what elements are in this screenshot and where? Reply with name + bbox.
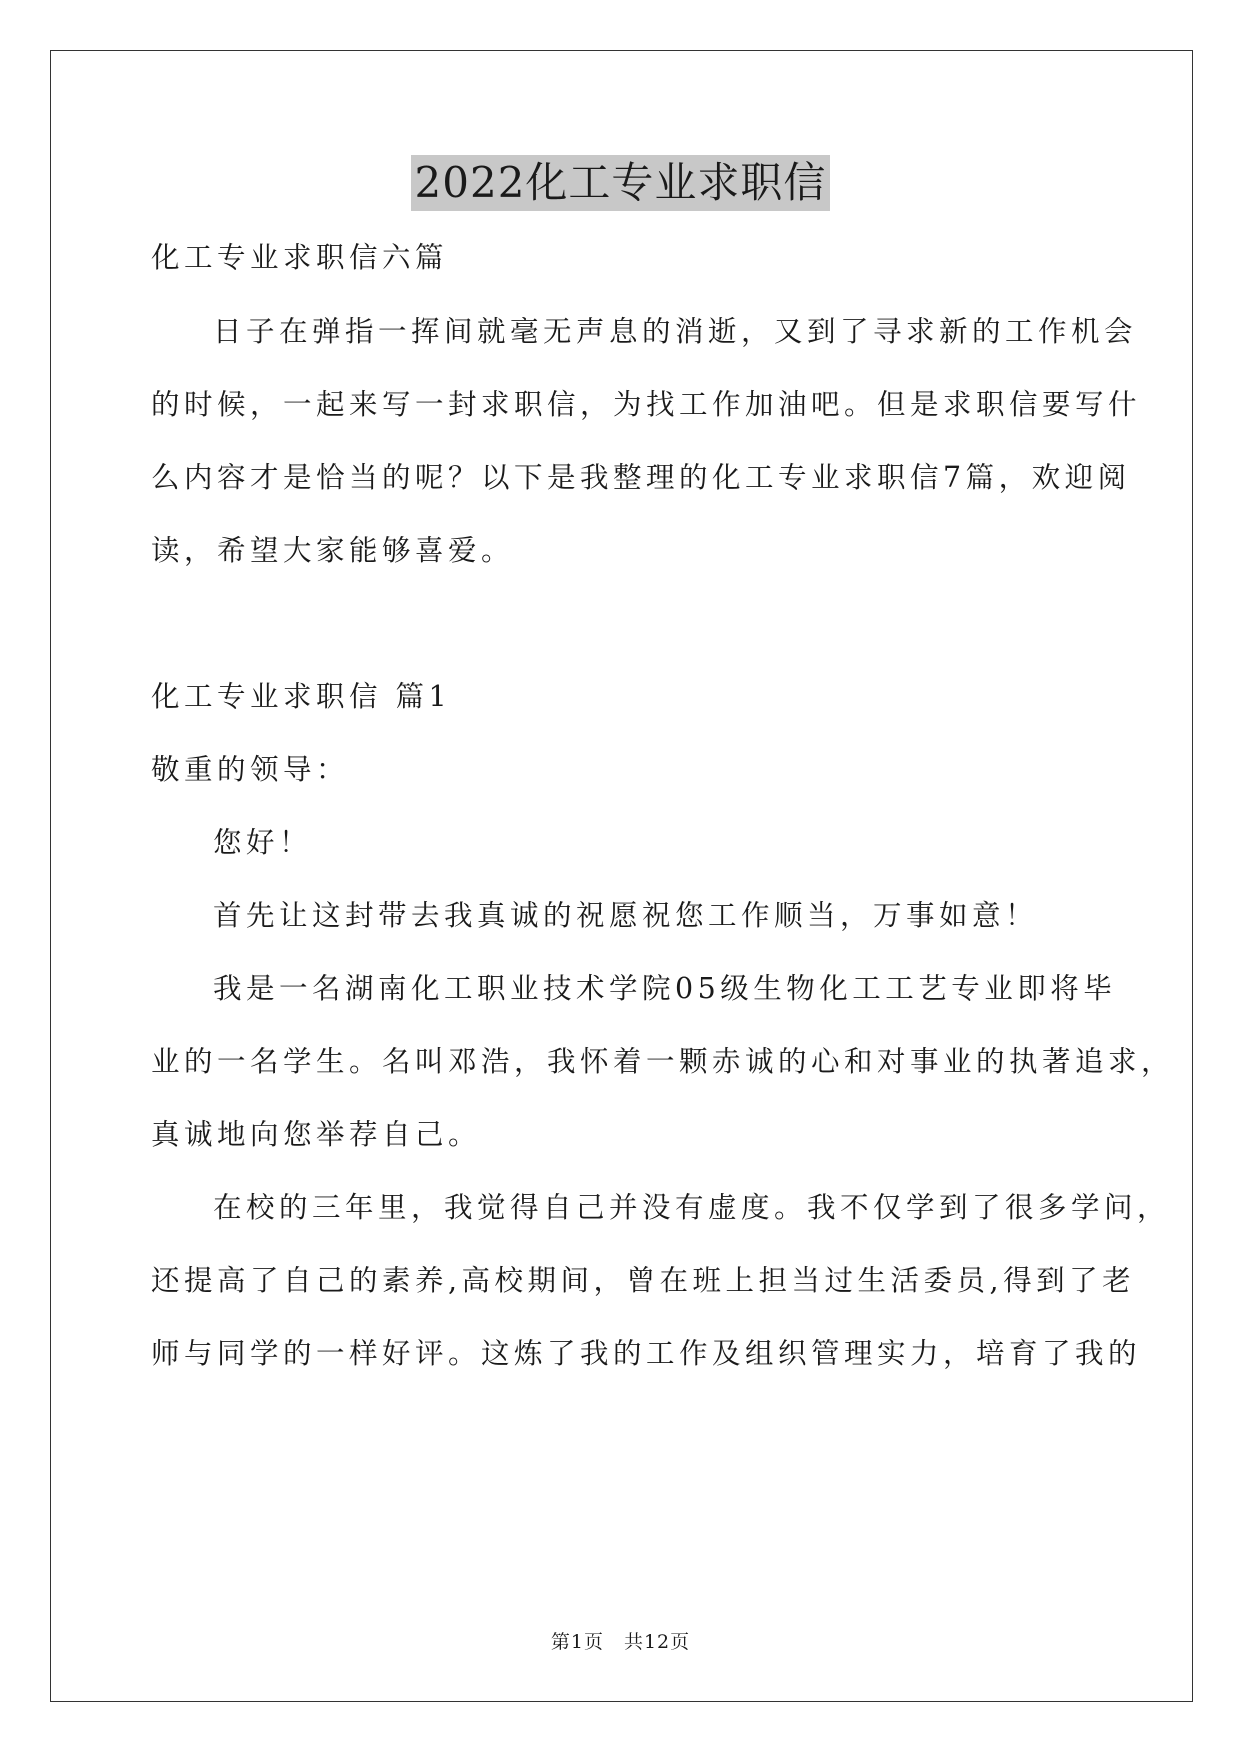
subtitle-line: 化工专业求职信六篇 [151, 241, 449, 274]
intro-para-line-1: 我是一名湖南化工职业技术学院05级生物化工工艺专业即将毕 [213, 972, 1117, 1005]
school-para-line-3: 师与同学的一样好评。这炼了我的工作及组织管理实力，培育了我的 [151, 1337, 1142, 1370]
school-para-line-2: 还提高了自己的素养,高校期间，曾在班上担当过生活委员,得到了老 [151, 1264, 1136, 1297]
title-container [0, 155, 1241, 211]
section-heading: 化工专业求职信 篇1 [151, 680, 452, 713]
page-border [50, 50, 1193, 1702]
intro-para-line-2: 业的一名学生。名叫邓浩，我怀着一颗赤诚的心和对事业的执著追求， [151, 1045, 1175, 1078]
intro-line-3: 么内容才是恰当的呢？以下是我整理的化工专业求职信7篇，欢迎阅 [151, 461, 1131, 494]
intro-para-line-3: 真诚地向您举荐自己。 [151, 1118, 482, 1151]
salutation-line: 敬重的领导： [151, 753, 350, 786]
document-title: 2022化工专业求职信 [411, 155, 831, 211]
intro-line-2: 的时候，一起来写一封求职信，为找工作加油吧。但是求职信要写什 [151, 388, 1142, 421]
page-number: 第1页 共12页 [550, 1631, 691, 1653]
school-para-line-1: 在校的三年里，我觉得自己并没有虚度。我不仅学到了很多学问， [213, 1191, 1171, 1224]
greeting-line: 您好！ [213, 826, 313, 859]
intro-line-4: 读，希望大家能够喜爱。 [151, 534, 515, 567]
wish-line: 首先让这封带去我真诚的祝愿祝您工作顺当，万事如意！ [213, 899, 1039, 932]
intro-line-1: 日子在弹指一挥间就毫无声息的消逝，又到了寻求新的工作机会 [213, 315, 1138, 348]
